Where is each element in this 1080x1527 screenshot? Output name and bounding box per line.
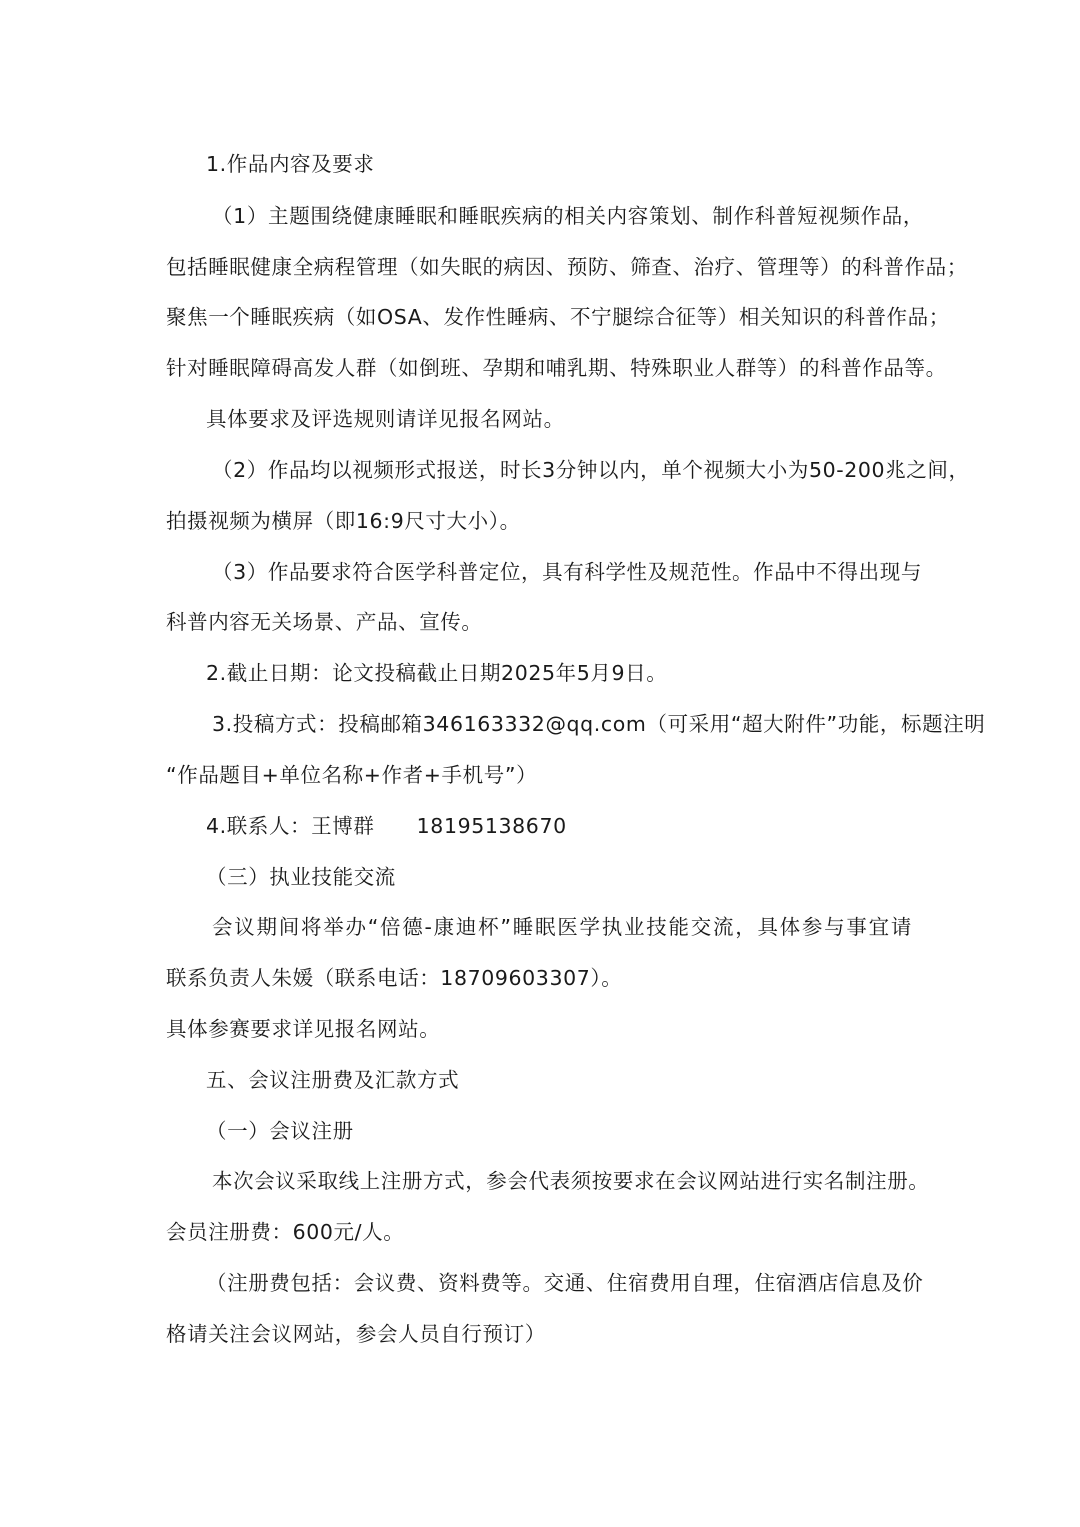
submission-line: “作品题目+单位名称+作者+手机号”） bbox=[166, 763, 538, 787]
paragraph-line: 聚焦一个睡眠疾病（如OSA、发作性睡病、不宁腿综合征等）相关知识的科普作品； bbox=[166, 305, 950, 329]
paragraph-line: 具体要求及评选规则请详见报名网站。 bbox=[206, 407, 565, 431]
paragraph-line: 包括睡眠健康全病程管理（如失眠的病因、预防、筛查、治疗、管理等）的科普作品； bbox=[166, 255, 968, 279]
submission-line: 3.投稿方式：投稿邮箱346163332@qq.com（可采用“超大附件”功能，标题注明 bbox=[212, 712, 986, 736]
paragraph-line: （1）主题围绕健康睡眠和睡眠疾病的相关内容策划、制作科普短视频作品， bbox=[212, 204, 924, 228]
deadline-line: 2.截止日期：论文投稿截止日期2025年5月9日。 bbox=[206, 661, 668, 685]
paragraph-line: 联系负责人朱媛（联系电话：18709603307）。 bbox=[166, 966, 623, 990]
paragraph-line: （3）作品要求符合医学科普定位，具有科学性及规范性。作品中不得出现与 bbox=[212, 560, 922, 584]
paragraph-line: 具体参赛要求详见报名网站。 bbox=[166, 1017, 441, 1041]
paragraph-line: 科普内容无关场景、产品、宣传。 bbox=[166, 610, 483, 634]
fee-line: 会员注册费：600元/人。 bbox=[166, 1220, 405, 1244]
contact-line: 4.联系人：王博群 18195138670 bbox=[206, 814, 567, 838]
paragraph-line: （2）作品均以视频形式报送，时长3分钟以内，单个视频大小为50-200兆之间， bbox=[212, 458, 970, 482]
paragraph-line: 本次会议采取线上注册方式，参会代表须按要求在会议网站进行实名制注册。 bbox=[212, 1169, 930, 1193]
section-heading-5: 五、会议注册费及汇款方式 bbox=[206, 1068, 460, 1092]
paragraph-line: （注册费包括：会议费、资料费等。交通、住宿费用自理，住宿酒店信息及价 bbox=[206, 1271, 924, 1295]
paragraph-line: 会议期间将举办“倍德-康迪杯”睡眠医学执业技能交流，具体参与事宜请 bbox=[212, 915, 912, 939]
subsection-heading: （一）会议注册 bbox=[206, 1119, 354, 1143]
section-heading-1: 1.作品内容及要求 bbox=[206, 152, 375, 176]
paragraph-line: 拍摄视频为横屏（即16:9尺寸大小）。 bbox=[166, 509, 521, 533]
section-heading-3: （三）执业技能交流 bbox=[206, 865, 396, 889]
paragraph-line: 格请关注会议网站，参会人员自行预订） bbox=[166, 1322, 546, 1346]
paragraph-line: 针对睡眠障碍高发人群（如倒班、孕期和哺乳期、特殊职业人群等）的科普作品等。 bbox=[166, 356, 947, 380]
